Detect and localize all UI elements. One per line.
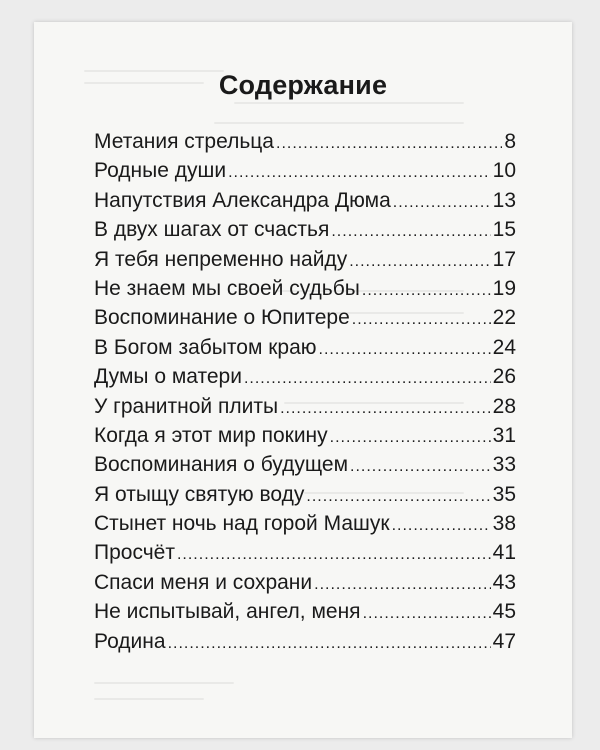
toc-entry [94, 365, 516, 394]
toc-entry [94, 512, 516, 541]
toc-entry [94, 189, 516, 218]
dot-leader [244, 370, 491, 388]
toc-entry-title: Думы о матери [94, 365, 242, 389]
toc-entry [94, 159, 516, 188]
toc-entry [94, 130, 516, 159]
toc-entry-title: В Богом забытом краю [94, 335, 317, 359]
toc-entry [94, 630, 516, 659]
toc-entry [94, 306, 516, 335]
toc-entry [94, 336, 516, 365]
dot-leader [306, 488, 490, 506]
toc-entry [94, 218, 516, 247]
toc-entry-page-number: 45 [492, 600, 516, 624]
dot-leader [168, 635, 491, 653]
toc-entry [94, 395, 516, 424]
toc-entry-page-number: 15 [492, 218, 516, 242]
toc-entry-page-number: 43 [492, 570, 516, 594]
dot-leader [314, 576, 491, 594]
toc-entry-page-number: 24 [492, 335, 516, 359]
dot-leader [319, 341, 491, 359]
toc-entry-page-number: 41 [492, 541, 516, 565]
toc-entry-page-number: 33 [492, 453, 516, 477]
dot-leader [330, 429, 491, 447]
toc-entry-title: Не знаем мы своей судьбы [94, 276, 360, 300]
toc-entry-page-number: 38 [492, 512, 516, 536]
toc-entry-title: Когда я этот мир покину [94, 423, 328, 447]
toc-entry-title: Я тебя непременно найду [94, 247, 348, 271]
book-page [34, 22, 572, 738]
toc-entry-title: Родина [94, 629, 166, 653]
table-of-contents [94, 130, 516, 659]
toc-entry-page-number: 13 [492, 188, 516, 212]
toc-entry [94, 571, 516, 600]
toc-entry-page-number: 19 [492, 276, 516, 300]
toc-entry-title: Воспоминание о Юпитере [94, 306, 350, 330]
toc-entry-page-number: 8 [504, 130, 516, 153]
page-title: Содержание [218, 70, 388, 100]
toc-entry-page-number: 22 [492, 306, 516, 330]
toc-entry-title: Просчёт [94, 541, 175, 565]
dot-leader [331, 223, 490, 241]
dot-leader [363, 605, 491, 623]
toc-entry-title: У гранитной плиты [94, 394, 279, 418]
dot-leader [392, 517, 491, 535]
dot-leader [393, 194, 491, 212]
toc-entry-title: Я отыщу святую воду [94, 482, 305, 506]
toc-entry-page-number: 31 [492, 423, 516, 447]
dot-leader [280, 400, 491, 418]
toc-entry-title: Родные души [94, 159, 227, 183]
toc-entry-page-number: 28 [492, 394, 516, 418]
toc-entry [94, 277, 516, 306]
dot-leader [228, 164, 491, 182]
toc-entry [94, 424, 516, 453]
toc-entry-page-number: 47 [492, 629, 516, 653]
toc-entry [94, 483, 516, 512]
dot-leader [276, 135, 502, 153]
toc-entry-title: Напутствия Александра Дюма [94, 188, 391, 212]
toc-entry-page-number: 26 [492, 365, 516, 389]
toc-entry [94, 453, 516, 482]
toc-entry-page-number: 17 [492, 247, 516, 271]
toc-entry-title: Не испытывай, ангел, меня [94, 600, 361, 624]
toc-entry [94, 541, 516, 570]
dot-leader [349, 253, 490, 271]
toc-entry-page-number: 35 [492, 482, 516, 506]
toc-entry-title: Воспоминания о будущем [94, 453, 349, 477]
dot-leader [352, 311, 491, 329]
dot-leader [362, 282, 491, 300]
toc-entry-title: Метания стрельца [94, 130, 274, 153]
toc-entry [94, 600, 516, 629]
toc-entry-title: Спаси меня и сохрани [94, 570, 313, 594]
dot-leader [177, 546, 491, 564]
toc-entry-title: Стынет ночь над горой Машук [94, 512, 390, 536]
toc-entry-title: В двух шагах от счастья [94, 218, 330, 242]
dot-leader [350, 458, 491, 476]
toc-entry-page-number: 10 [492, 159, 516, 183]
toc-entry [94, 248, 516, 277]
